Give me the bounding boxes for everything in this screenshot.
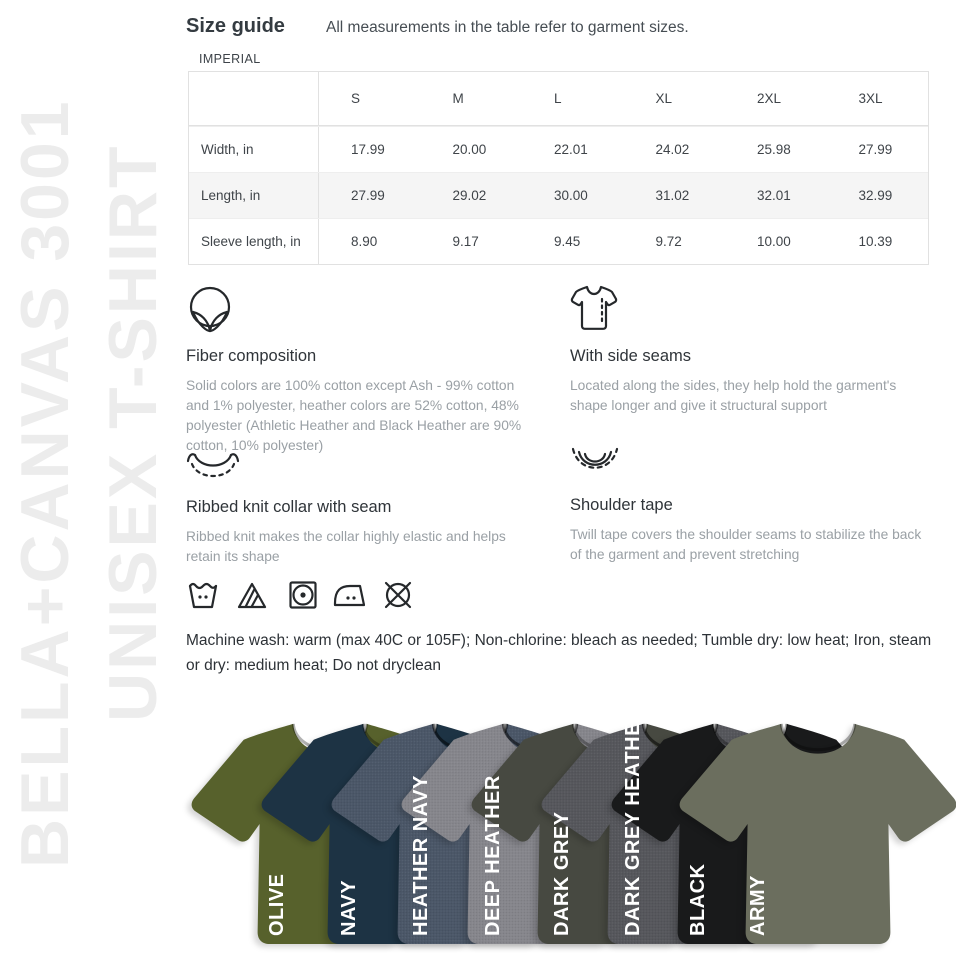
watermark-product-type: UNISEX T-SHIRT (95, 143, 171, 722)
value-cell: 10.39 (858, 234, 893, 249)
value-cell: 32.01 (757, 188, 791, 203)
value-cell: 10.00 (757, 234, 791, 249)
color-label-navy: NAVY (338, 879, 360, 936)
page-subtitle: All measurements in the table refer to garment sizes. (326, 19, 689, 36)
feature-title: With side seams (570, 347, 692, 365)
value-cell: 25.98 (757, 142, 791, 157)
value-cell: 24.02 (655, 142, 690, 157)
page-title: Size guide (186, 15, 285, 37)
value-cell: 32.99 (858, 188, 893, 203)
feature-description: Twill tape covers the shoulder seams to stabilize the back of the garment and prevent stretching (570, 527, 922, 562)
value-cell: 8.90 (351, 234, 378, 249)
feature-title: Fiber composition (186, 347, 317, 365)
value-cell: 31.02 (655, 188, 690, 203)
value-cell: 27.99 (351, 188, 385, 203)
row-label: Width, in (189, 127, 319, 172)
row-label: Length, in (189, 173, 319, 218)
watermark-product-line: BELLA+CANVAS 3001 (7, 98, 83, 868)
value-cell: 30.00 (554, 188, 588, 203)
feature-description: Located along the sides, they help hold the garment's shape longer and give it structural support (570, 378, 897, 413)
size-header-cell: 2XL (757, 91, 782, 106)
color-label-dark-grey-heather: DARK GREY HEATHER (622, 707, 644, 936)
feature-title: Ribbed knit collar with seam (186, 498, 392, 516)
units-label: IMPERIAL (199, 52, 261, 66)
color-label-olive: OLIVE (266, 873, 288, 936)
value-cell: 29.02 (452, 188, 487, 203)
color-label-dark-grey: DARK GREY (551, 811, 573, 936)
color-label-black: BLACK (687, 863, 709, 936)
value-cell: 20.00 (452, 142, 487, 157)
value-cell: 17.99 (351, 142, 385, 157)
color-label-deep-heather: DEEP HEATHER (482, 775, 504, 936)
color-label-army: ARMY (747, 875, 769, 936)
feature-title: Shoulder tape (570, 496, 673, 514)
feature-description: Solid colors are 100% cotton except Ash - 99% cotton and 1% polyester, heather colors are 52% cotton, 48% polyester (Athletic Heather and Black Heather are 90% cotton, 10% polyester) (186, 378, 522, 453)
care-instructions: Machine wash: warm (max 40C or 105F); Non-chlorine: bleach as needed; Tumble dry: low heat; Iron, steam or dry: medium heat; Do not dryclean (186, 632, 932, 674)
value-cell: 22.01 (554, 142, 588, 157)
feature-description: Ribbed knit makes the collar highly elastic and helps retain its shape (186, 529, 506, 564)
row-label: Sleeve length, in (189, 219, 319, 264)
size-header-cell: XL (655, 91, 673, 106)
size-header-cell: S (351, 91, 361, 106)
value-cell: 9.45 (554, 234, 581, 249)
size-header-cell: M (452, 91, 464, 106)
size-header-cell: 3XL (858, 91, 883, 106)
value-cell: 9.17 (452, 234, 479, 249)
size-header-cell: L (554, 91, 562, 106)
value-cell: 9.72 (655, 234, 682, 249)
value-cell: 27.99 (858, 142, 893, 157)
color-label-heather-navy: HEATHER NAVY (410, 775, 432, 936)
tshirt-army (668, 708, 956, 946)
